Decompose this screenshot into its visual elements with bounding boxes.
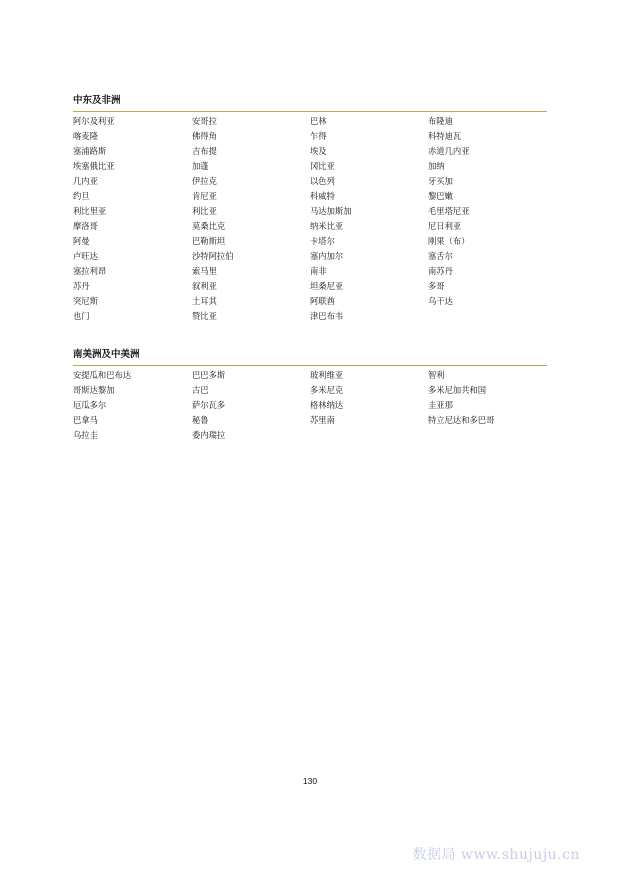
country-cell: 吉布提 bbox=[192, 146, 217, 156]
country-cell: 科特迪瓦 bbox=[428, 131, 462, 141]
country-cell bbox=[428, 428, 547, 443]
country-cell: 安哥拉 bbox=[192, 116, 217, 126]
country-cell: 塞浦路斯 bbox=[73, 146, 107, 156]
country-cell: 格林纳达 bbox=[310, 400, 344, 410]
country-cell: 安提瓜和巴布达 bbox=[73, 370, 132, 380]
country-cell: 科威特 bbox=[310, 191, 335, 201]
country-cell: 马达加斯加 bbox=[310, 206, 352, 216]
country-cell: 多米尼加共和国 bbox=[428, 385, 487, 395]
country-cell: 突尼斯 bbox=[73, 296, 98, 306]
country-cell: 圭亚那 bbox=[428, 400, 453, 410]
country-cell: 津巴布韦 bbox=[310, 311, 344, 321]
country-cell: 埃及 bbox=[310, 146, 327, 156]
country-cell: 土耳其 bbox=[192, 296, 217, 306]
country-cell: 苏里南 bbox=[310, 415, 335, 425]
country-cell: 利比里亚 bbox=[73, 206, 107, 216]
country-cell: 乍得 bbox=[310, 131, 327, 141]
country-cell: 特立尼达和多巴哥 bbox=[428, 415, 495, 425]
country-cell: 尼日利亚 bbox=[428, 221, 462, 231]
country-cell: 巴巴多斯 bbox=[192, 370, 226, 380]
country-cell bbox=[310, 428, 428, 443]
country-cell: 乌拉圭 bbox=[73, 430, 98, 440]
country-cell: 巴拿马 bbox=[73, 415, 98, 425]
country-cell: 毛里塔尼亚 bbox=[428, 206, 470, 216]
country-cell: 冈比亚 bbox=[310, 161, 335, 171]
country-cell: 多哥 bbox=[428, 281, 445, 291]
country-cell: 哥斯达黎加 bbox=[73, 385, 115, 395]
country-cell: 埃塞俄比亚 bbox=[73, 161, 115, 171]
country-cell: 佛得角 bbox=[192, 131, 217, 141]
country-cell: 巴林 bbox=[310, 116, 327, 126]
country-cell: 卢旺达 bbox=[73, 251, 98, 261]
country-cell: 以色列 bbox=[310, 176, 335, 186]
country-cell: 塞拉利昂 bbox=[73, 266, 107, 276]
country-cell: 喀麦隆 bbox=[73, 131, 98, 141]
country-cell: 沙特阿拉伯 bbox=[192, 251, 234, 261]
page-number: 130 bbox=[302, 776, 318, 786]
country-grid bbox=[73, 368, 547, 443]
country-cell: 多米尼克 bbox=[310, 385, 344, 395]
country-cell: 也门 bbox=[73, 311, 90, 321]
country-cell: 约旦 bbox=[73, 191, 90, 201]
country-cell: 黎巴嫩 bbox=[428, 191, 453, 201]
section-divider bbox=[73, 111, 547, 112]
country-cell: 阿曼 bbox=[73, 236, 90, 246]
country-cell bbox=[428, 309, 547, 324]
section-title: 中东及非洲 bbox=[73, 95, 121, 106]
country-grid bbox=[73, 114, 547, 324]
country-cell: 阿尔及利亚 bbox=[73, 116, 115, 126]
country-cell: 智利 bbox=[428, 370, 445, 380]
country-cell: 叙利亚 bbox=[192, 281, 217, 291]
section-middle-east-africa bbox=[73, 95, 547, 324]
country-cell: 苏丹 bbox=[73, 281, 90, 291]
country-cell: 利比亚 bbox=[192, 206, 217, 216]
country-cell: 赤道几内亚 bbox=[428, 146, 470, 156]
country-cell: 加蓬 bbox=[192, 161, 209, 171]
country-cell: 南苏丹 bbox=[428, 266, 453, 276]
country-cell: 塞内加尔 bbox=[310, 251, 344, 261]
country-cell: 肯尼亚 bbox=[192, 191, 217, 201]
country-cell: 萨尔瓦多 bbox=[192, 400, 226, 410]
country-cell: 索马里 bbox=[192, 266, 217, 276]
country-cell: 刚果（布） bbox=[428, 236, 470, 246]
country-cell: 巴勒斯坦 bbox=[192, 236, 226, 246]
country-cell: 伊拉克 bbox=[192, 176, 217, 186]
country-cell: 莫桑比克 bbox=[192, 221, 226, 231]
country-cell: 布隆迪 bbox=[428, 116, 453, 126]
country-cell: 纳米比亚 bbox=[310, 221, 344, 231]
country-cell: 阿联酋 bbox=[310, 296, 335, 306]
country-cell: 委内瑞拉 bbox=[192, 430, 226, 440]
country-cell: 坦桑尼亚 bbox=[310, 281, 344, 291]
country-cell: 几内亚 bbox=[73, 176, 98, 186]
country-cell: 赞比亚 bbox=[192, 311, 217, 321]
country-cell: 牙买加 bbox=[428, 176, 453, 186]
country-cell: 玻利维亚 bbox=[310, 370, 344, 380]
country-cell: 南非 bbox=[310, 266, 327, 276]
country-cell: 摩洛哥 bbox=[73, 221, 98, 231]
country-cell: 加纳 bbox=[428, 161, 445, 171]
section-divider bbox=[73, 365, 547, 366]
country-cell: 古巴 bbox=[192, 385, 209, 395]
country-cell: 乌干达 bbox=[428, 296, 453, 306]
section-title: 南美洲及中美洲 bbox=[73, 349, 140, 360]
country-cell: 卡塔尔 bbox=[310, 236, 335, 246]
country-cell: 秘鲁 bbox=[192, 415, 209, 425]
country-cell: 塞舌尔 bbox=[428, 251, 453, 261]
section-south-central-america bbox=[73, 349, 547, 443]
country-cell: 厄瓜多尔 bbox=[73, 400, 107, 410]
watermark: 数据局 www.shujuju.cn bbox=[412, 847, 580, 863]
